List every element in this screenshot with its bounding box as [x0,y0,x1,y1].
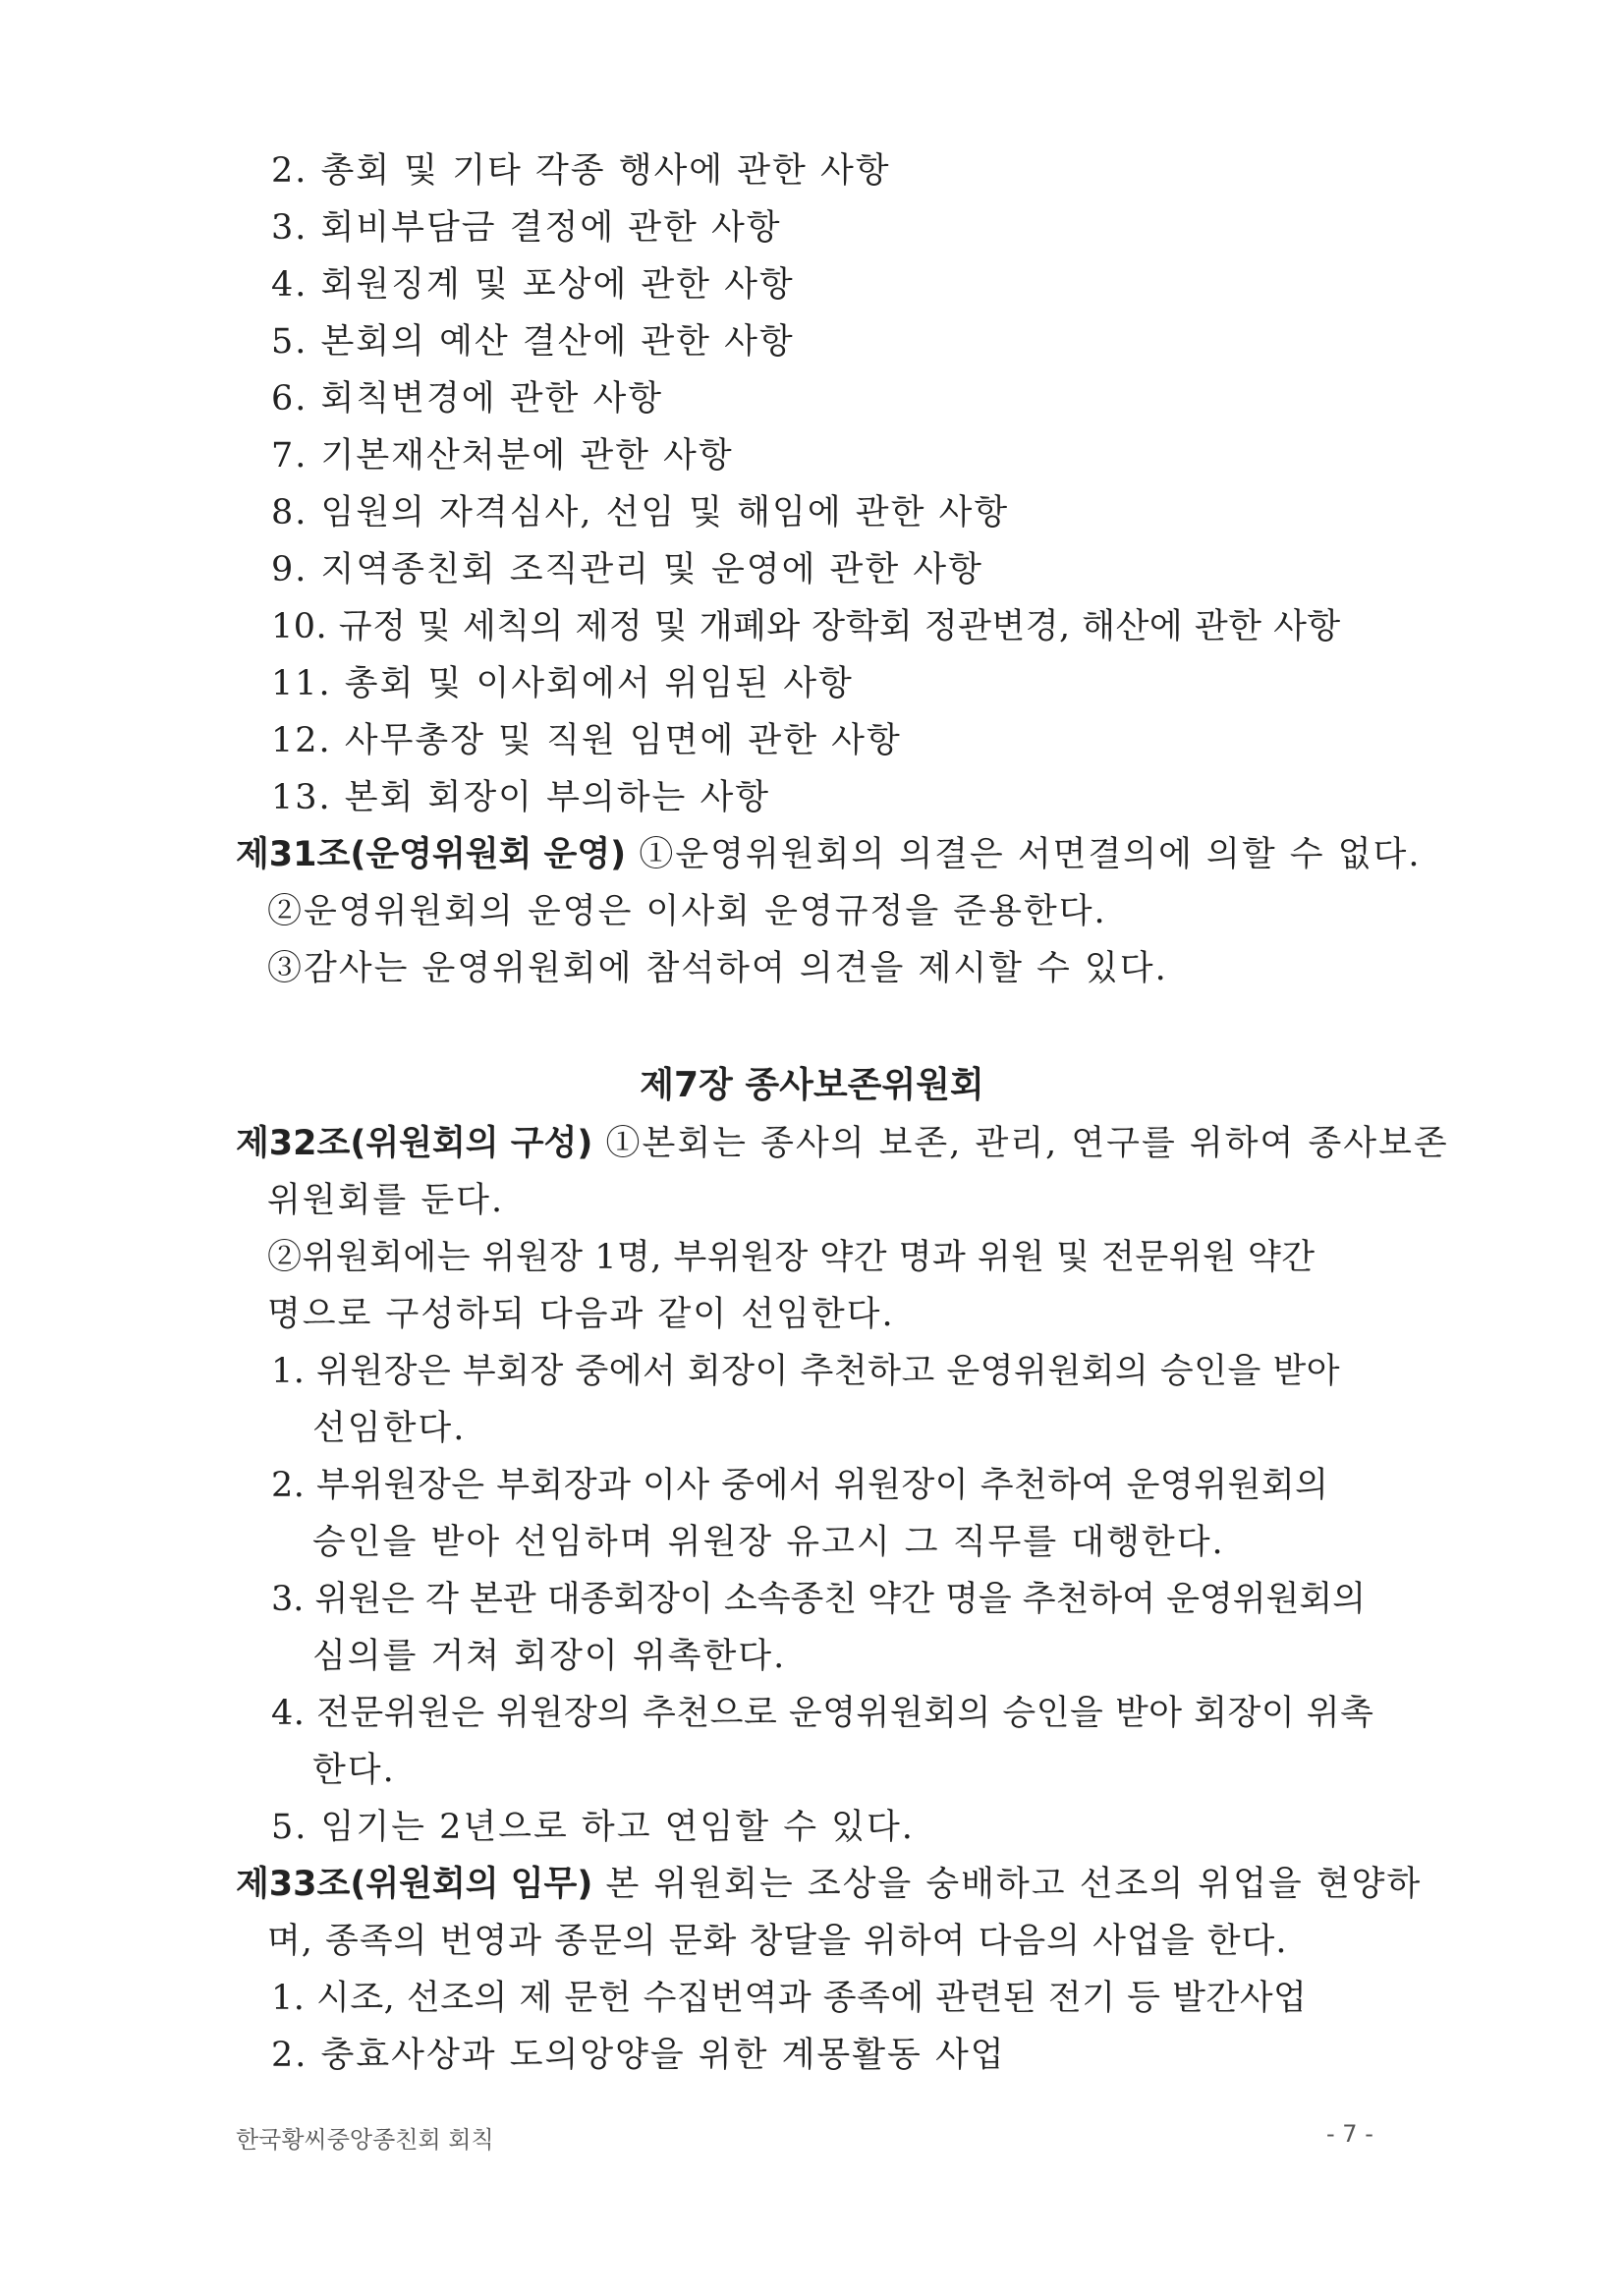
article-32-line [236,1120,1449,1167]
list-item: 12. 사무총장 및 직원 임면에 관한 사항 [271,721,902,760]
article-31-line [236,831,1421,878]
list-item: 8. 임원의 자격심사, 선임 및 해임에 관한 사항 [271,493,1010,532]
list-item-continuation: 선임한다. [312,1409,467,1448]
article-33-line [236,1861,1422,1908]
article-33-text: 본 위원회는 조상을 숭배하고 선조의 위업을 현양하 [605,1865,1423,1904]
article-32-text: ①본회는 종사의 보존, 관리, 연구를 위하여 종사보존 [605,1124,1449,1163]
list-item: 11. 총회 및 이사회에서 위임된 사항 [271,664,854,703]
article-33-heading: 제33조(위원회의 임무) [236,1865,593,1904]
list-item: 1. 시조, 선조의 제 문헌 수집번역과 종족에 관련된 전기 등 발간사업 [271,1979,1308,2018]
list-item-continuation: 한다. [312,1751,396,1790]
list-item: 5. 임기는 2년으로 하고 연임할 수 있다. [271,1808,915,1847]
footer-org-name: 한국황씨중앙종친회 회칙 [236,2126,494,2154]
article-32-paragraph: ②위원회에는 위원장 1명, 부위원장 약간 명과 위원 및 전문위원 약간 [267,1238,1316,1277]
article-31-paragraph: ②운영위원회의 운영은 이사회 운영규정을 준용한다. [267,892,1107,931]
article-31-paragraph: ③감사는 운영위원회에 참석하여 의견을 제시할 수 있다. [267,949,1168,988]
list-item: 9. 지역종친회 조직관리 및 운영에 관한 사항 [271,550,983,589]
list-item: 4. 회원징계 및 포상에 관한 사항 [271,265,795,305]
list-item-continuation: 심의를 거쳐 회장이 위촉한다. [312,1637,787,1676]
list-item: 2. 총회 및 기타 각종 행사에 관한 사항 [271,151,891,191]
list-item: 2. 충효사상과 도의앙양을 위한 계몽활동 사업 [271,2036,1006,2075]
list-item: 2. 부위원장은 부회장과 이사 중에서 위원장이 추천하여 운영위원회의 [271,1466,1329,1505]
list-item: 10. 규정 및 세칙의 제정 및 개폐와 장학회 정관변경, 해산에 관한 사항 [271,607,1341,646]
list-item: 13. 본회 회장이 부의하는 사항 [271,778,771,817]
list-item: 3. 회비부담금 결정에 관한 사항 [271,208,782,248]
page-number: - 7 - [1326,2120,1373,2148]
article-33-paragraph: 며, 종족의 번영과 종문의 문화 창달을 위하여 다음의 사업을 한다. [267,1922,1288,1961]
article-32-paragraph: 명으로 구성하되 다음과 같이 선임한다. [267,1295,895,1334]
list-item: 6. 회칙변경에 관한 사항 [271,379,664,419]
article-31-heading: 제31조(운영위원회 운영) [236,835,627,874]
list-item: 3. 위원은 각 본관 대종회장이 소속종친 약간 명을 추천하여 운영위원회의 [271,1580,1367,1619]
article-32-heading: 제32조(위원회의 구성) [236,1124,593,1163]
article-31-text: ①운영위원회의 의결은 서면결의에 의할 수 없다. [639,835,1422,874]
article-32-paragraph: 위원회를 둔다. [267,1181,505,1220]
list-item: 1. 위원장은 부회장 중에서 회장이 추천하고 운영위원회의 승인을 받아 [271,1352,1341,1391]
list-item: 4. 전문위원은 위원장의 추천으로 운영위원회의 승인을 받아 회장이 위촉 [271,1694,1374,1733]
list-item: 5. 본회의 예산 결산에 관한 사항 [271,322,795,362]
list-item-continuation: 승인을 받아 선임하며 위원장 유고시 그 직무를 대행한다. [312,1523,1225,1562]
chapter-title: 제7장 종사보존위원회 [640,1065,984,1105]
list-item: 7. 기본재산처분에 관한 사항 [271,436,734,476]
